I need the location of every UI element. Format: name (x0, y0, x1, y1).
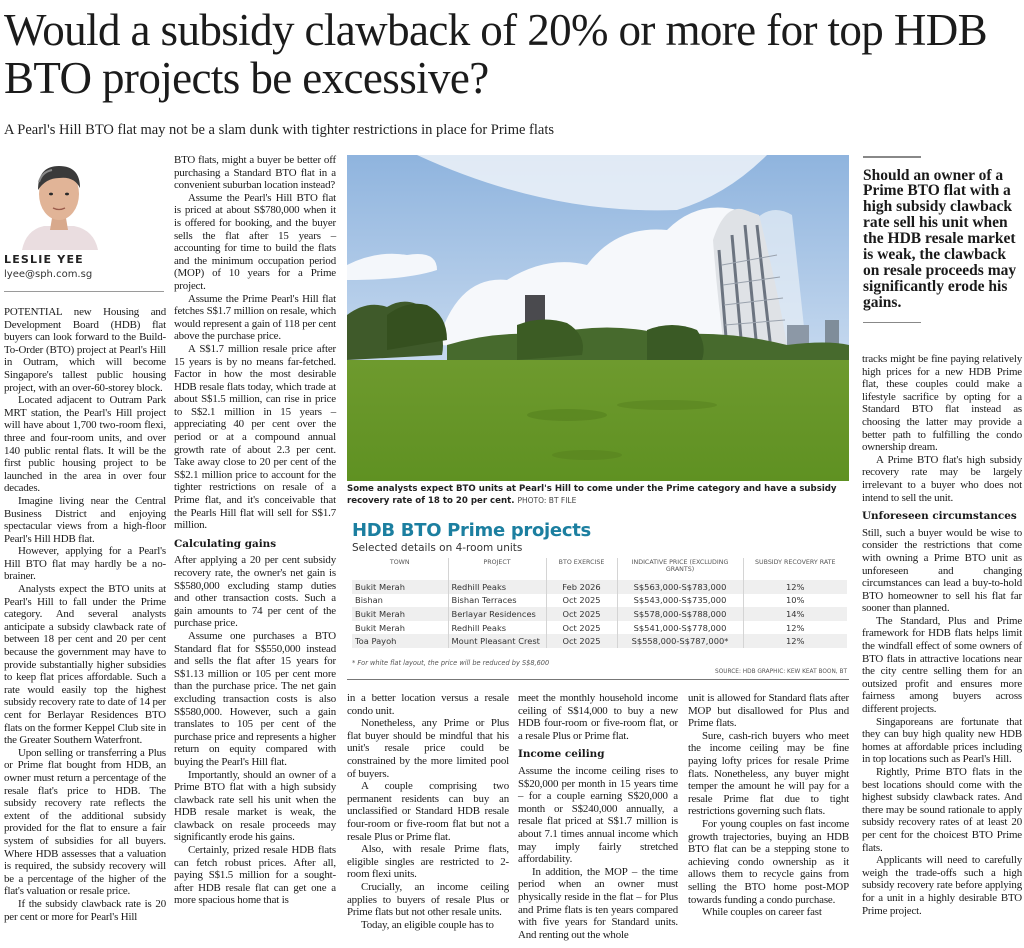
paragraph: Assume one purchases a BTO Standard flat for S$550,000 instead and sells the flat after 15 years for S$1.13 million or 105 per cent more than the purchase price. The net gain excluding transaction costs is also S$580,000. However, such a gain translates to 105 per cent of the purchase price and represents a higher return on equity compared with buying the Pearl's Hill flat. (174, 629, 336, 768)
divider (863, 156, 921, 158)
paragraph: tracks might be fine paying relatively high prices for a new HDB Prime flat, these couples could make a lifestyle sacrifice by opting for a Standard BTO flat instead as choosing the latter may provide a better path to fulfilling the condo ownership dream. (862, 353, 1022, 454)
cell-town: Bukit Merah (352, 580, 448, 594)
cell-project: Redhill Peaks (448, 580, 546, 594)
paragraph: In addition, the MOP – the time period when an owner must physically reside in the flat – for Plus and Prime flats is ten years compared with five years for Standard units. And renting out the whole (518, 865, 678, 941)
paragraph: A couple comprising two permanent residents can buy an unclassified or Standard HDB resale four-room or five-room flat but not a resale Plus or Prime flat. (347, 780, 509, 843)
paragraph: Assume the Pearl's Hill BTO flat is priced at about S$780,000 when it is offered for booking, and the buyer sells the flat after 15 years – accounting for time to build the flats and the minimum occupation period (MOP) of 10 years for a Prime project. (174, 191, 336, 292)
paragraph: If the subsidy clawback rate is 20 per cent or more for Pearl's Hill (4, 897, 166, 923)
cell-project: Bishan Terraces (448, 594, 546, 608)
paragraph: However, applying for a Pearl's Hill BTO flat may hardly be a no-brainer. (4, 545, 166, 583)
cell-exercise: Feb 2026 (546, 580, 617, 594)
body-column-3 (347, 692, 509, 931)
paragraph: Imagine living near the Central Business District and enjoying spectacular views from a high-floor Pearl's Hill HDB flat. (4, 494, 166, 545)
paragraph: Located adjacent to Outram Park MRT station, the Pearl's Hill project will have about 1,700 two-room flexi, three and four-room units, and over 140 public rental flats. It will be the first public housing project to be launched in the area in over four decades. (4, 394, 166, 495)
divider (863, 322, 921, 324)
cell-rate: 12% (743, 580, 847, 594)
author-portrait (14, 152, 104, 250)
graphic-source: SOURCE: HDB GRAPHIC: KEW KEAT BOON, BT (715, 669, 847, 675)
header-subsidy-recovery-rate: SUBSIDY RECOVERY RATE (743, 558, 847, 580)
table-row (352, 621, 847, 635)
subheading-unforeseen-circumstances: Unforeseen circumstances (862, 510, 1017, 523)
cell-exercise: Oct 2025 (546, 607, 617, 621)
photo-credit: PHOTO: BT FILE (517, 496, 577, 505)
cell-exercise: Oct 2025 (546, 621, 617, 635)
paragraph: While couples on career fast (702, 906, 822, 919)
paragraph: The Standard, Plus and Prime framework for HDB flats helps limit the windfall effect of some owners of BTO flats in attractive locations near the city centre selling them for an outsized profit and ensures more fairness among buyers across different projects. (862, 614, 1022, 716)
cell-town: Bukit Merah (352, 607, 448, 621)
paragraph: unit is allowed for Standard flats after MOP but disallowed for Plus and Prime flats. (688, 692, 849, 730)
body-column-5 (688, 692, 849, 919)
cell-exercise: Oct 2025 (546, 634, 617, 648)
cell-project: Berlayar Residences (448, 607, 546, 621)
body-column-1 (4, 306, 166, 923)
cell-price: S$563,000-S$783,000 (617, 580, 743, 594)
cell-price: S$541,000-S$778,000 (617, 621, 743, 635)
cell-rate: 12% (743, 634, 847, 648)
table-row (352, 634, 847, 648)
paragraph: After applying a 20 per cent subsidy recovery rate, the owner's net gain is S$580,000 excluding stamp duties and other transaction costs. Such a gain amounts to 74 per cent of the purchase price. (174, 554, 336, 630)
paragraph: Certainly, prized resale HDB flats can fetch robust prices. After all, paying S$1.5 million for a sought-after HDB resale flat can get one a more spacious home that is (174, 844, 336, 907)
author-name: LESLIE YEE (4, 253, 84, 266)
paragraph: A Prime BTO flat's high subsidy recovery rate may be largely irrelevant to a buyer who does not intend to sell the unit. (862, 453, 1022, 504)
pull-quote-block (863, 156, 1023, 323)
paragraph: A S$1.7 million resale price after 15 years is by no means far-fetched. Factor in how the most desirable HDB resale flats today, which trade at about S$1.5 million, can rise in price to S$2.1 million in 15 years – appreciating 40 per cent over the period or at a compound annual growth rate of about 2.3 per cent. Take away close to 20 per cent of the S$2.1 million price to account for the tighter restrictions on resale of a Prime flat, and it's conceivable that the Pearls Hill flat will sell for S$1.7 million. (174, 342, 336, 532)
photo-caption (347, 484, 849, 507)
paragraph: Singaporeans are fortunate that they can buy high quality new HDB homes at affordable prices including in top locations such as Pearl's Hill. (862, 715, 1022, 766)
cell-town: Bukit Merah (355, 622, 405, 633)
table-row (352, 607, 847, 621)
paragraph: BTO flats, might a buyer be better off purchasing a Standard BTO flat in a convenient suburban location instead? (174, 154, 336, 192)
paragraph: Sure, cash-rich buyers who meet the income ceiling may be fine paying lofty prices for resale Prime flats. Nonetheless, any buyer might temper the amount he will pay for a resale Prime flat due to tight restrictions governing such flats. (688, 729, 849, 818)
paragraph: Applicants will need to carefully weigh the trade-offs such a high subsidy recovery rate before applying for a unit in a highly desirable BTO Prime project. (862, 854, 1022, 917)
paragraph: Importantly, should an owner of a Prime BTO flat with a high subsidy clawback rate sell his unit when the HDB resale market is weak, the clawback on resale proceeds may significantly erode his gains. (174, 768, 336, 844)
pull-quote: Should an owner of a Prime BTO flat with a high subsidy clawback rate sell his unit when the HDB resale market is weak, the clawback on resale proceeds may significantly erode his gains. (863, 166, 1017, 311)
cell-town: Toa Payoh (352, 634, 448, 648)
cell-town: Bishan (355, 595, 383, 606)
cell-project: Mount Pleasant Crest (448, 634, 546, 648)
cell-exercise: Oct 2025 (546, 594, 617, 608)
paragraph: Upon selling or transferring a Plus or Prime flat bought from HDB, an owner must return a percentage of the resale flat's price to HDB. The subsidy recovery rate reflects the extent of the additional subsidy provided for the flat to ensure a fair system of subsidies for all buyers. Where HDB assesses that a valuation is required, the subsidy recovery will be a percentage of the higher of the flat's valuation or resale price. (4, 746, 166, 898)
paragraph: Assume the Prime Pearl's Hill flat fetches S$1.7 million on resale, which would represent a gain of 118 per cent above the purchase price. (174, 292, 336, 343)
graphic-subtitle: Selected details on 4-room units (352, 542, 523, 554)
cell-project: Redhill Peaks (448, 621, 546, 635)
headline: Would a subsidy clawback of 20% or more for top HDB BTO projects be excessive? (4, 5, 988, 103)
prime-projects-table (352, 558, 847, 648)
table-header-row (352, 558, 847, 580)
cell-rate: 12% (743, 621, 847, 635)
paragraph: POTENTIAL new Housing and Development Board (HDB) flat buyers can look forward to the Build-To-Order (BTO) project at Pearl's Hill in Outram, which will become Singapore's tallest public housing project, with an over-60-storey block. (4, 306, 166, 394)
paragraph: Analysts expect the BTO units at Pearl's Hill to fall under the Prime category. And several analysts anticipate a subsidy clawback rate of between 18 per cent and 20 per cent because the government may have to provide substantially higher subsidies to keep flat prices affordable. Such a rate would easily top the highest subsidy recovery rate to date of 14 per cent for Berlayar Residences BTO flats on the former Keppel Club site in the Greater Southern Waterfront. (4, 583, 167, 747)
paragraph: Also, with resale Prime flats, eligible singles are restricted to 2-room flexi units. (347, 843, 509, 881)
standfirst: A Pearl's Hill BTO flat may not be a slam dunk with tighter restrictions in place for Prime flats (4, 122, 555, 138)
header-indicative-price: INDICATIVE PRICE (EXCLUDING GRANTS) (617, 558, 743, 580)
author-block (4, 152, 164, 292)
paragraph: Nonetheless, any Prime or Plus flat buyer should be mindful that his unit's resale price could be constrained by the more limited pool of buyers. (347, 717, 509, 780)
prime-projects-graphic (347, 518, 849, 680)
paragraph: meet the monthly household income ceiling of S$14,000 to buy a new HDB four-room or five-room flat, or a resale Plus or Prime flat. (518, 692, 678, 742)
paragraph: Today, an eligible couple has to (361, 918, 494, 931)
graphic-footnote: * For white flat layout, the price will be reduced by S$8,600 (352, 659, 550, 667)
cell-price: S$558,000-S$787,000* (617, 634, 743, 648)
header-project: PROJECT (448, 558, 546, 580)
subheading-income-ceiling: Income ceiling (518, 748, 605, 761)
paragraph: For young couples on fast income growth trajectories, buying an HDB BTO flat can be a stepping stone to achieving condo ownership as it allows them to recycle gains from selling the BTO home post-MOP towards funding a condo purchase. (688, 817, 849, 906)
paragraph: Crucially, an income ceiling applies to buyers of resale Plus or Prime flats but not other resale units. (347, 880, 509, 919)
cell-price: S$543,000-S$735,000 (617, 594, 743, 608)
author-email[interactable]: lyee@sph.com.sg (4, 269, 93, 280)
cell-price: S$578,000-S$788,000 (617, 607, 743, 621)
paragraph: in a better location versus a resale condo unit. (347, 692, 509, 717)
cell-rate: 10% (743, 594, 847, 608)
table-row (352, 580, 847, 594)
paragraph: Assume the income ceiling rises to S$20,000 per month in 15 years time – for a couple earning S$20,000 a month or S$240,000 annually, a resale flat priced at S$1.7 million is about 7.1 times annual income which may imply fairly stretched affordability. (518, 764, 678, 866)
article-photo (347, 155, 849, 481)
header-town: TOWN (389, 559, 410, 566)
body-column-2 (174, 154, 336, 907)
header-bto-exercise: BTO EXERCISE (546, 558, 617, 580)
subheading-calculating-gains: Calculating gains (174, 537, 277, 550)
table-row (352, 594, 847, 608)
cell-rate: 14% (743, 607, 847, 621)
paragraph: Rightly, Prime BTO flats in the best locations should come with the highest subsidy clawback rates. And there may be sound rationale to apply subsidy recovery rates of at least 20 per cent for the choicest BTO Prime flats. (862, 766, 1022, 854)
graphic-title: HDB BTO Prime projects (352, 520, 591, 541)
body-column-4 (518, 692, 678, 941)
paragraph: Still, such a buyer would be wise to consider the restrictions that come with owning a Prime BTO unit as unforeseen and changing circumstances can lead a buy-to-hold BTO homeowner to sell his flat far sooner than planned. (862, 526, 1022, 615)
caption-text: Some analysts expect BTO units at Pearl's Hill to come under the Prime category and have a subsidy recovery rate of 18 to 20 per cent. (347, 484, 837, 506)
body-column-6 (862, 353, 1022, 917)
